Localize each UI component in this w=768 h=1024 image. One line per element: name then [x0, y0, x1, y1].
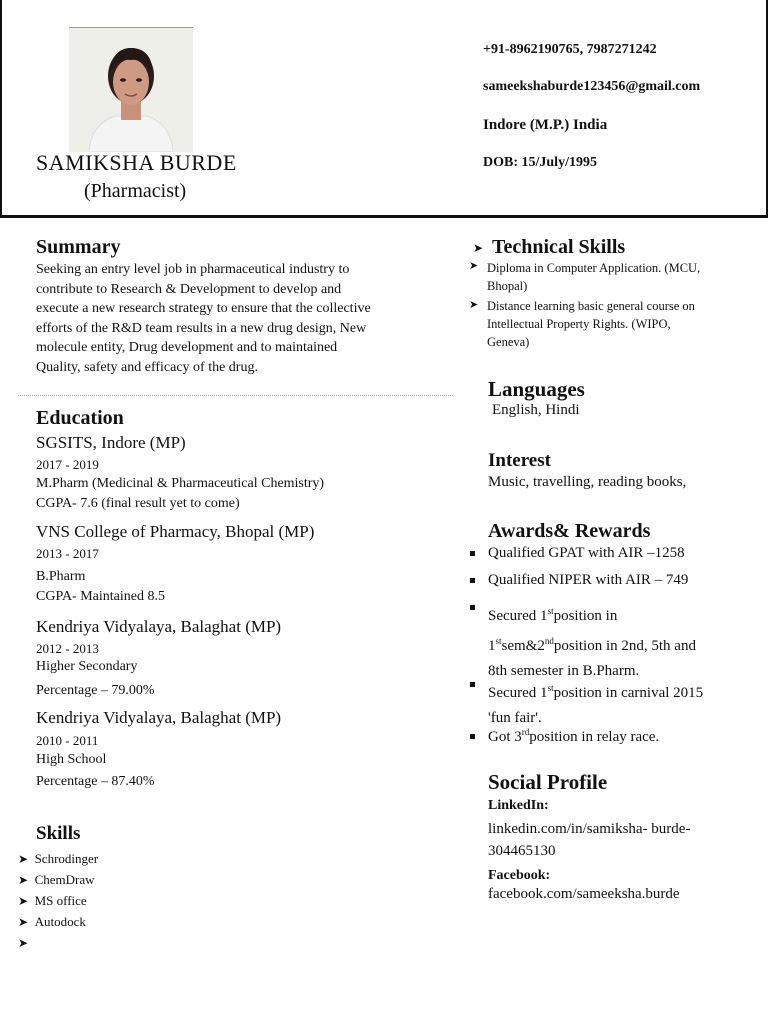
list-item [18, 914, 218, 935]
summary-line: Quality, safety and efficacy of the drug. [36, 359, 258, 375]
contact-dob: DOB: 15/July/1995 [483, 155, 597, 170]
summary-line: contribute to Research & Development to develop and [36, 281, 342, 297]
award-item: Qualified NIPER with AIR – 749 [488, 572, 689, 588]
technical-skill-line: Bhopal) [487, 279, 528, 293]
header-left-border [0, 0, 2, 218]
education-years: 2012 - 2013 [36, 641, 99, 656]
education-degree: B.Pharm [36, 569, 86, 584]
candidate-title: (Pharmacist) [84, 180, 187, 202]
facebook-label: Facebook: [488, 868, 551, 883]
award-text: position in [553, 608, 618, 624]
award-text: 1 [488, 638, 496, 654]
square-bullet-icon [470, 734, 475, 739]
languages-heading: Languages [488, 377, 585, 401]
awards-heading: Awards& Rewards [488, 520, 651, 542]
technical-skill-line: Intellectual Property Rights. (WIPO, [487, 317, 671, 331]
technical-skill-line: Diploma in Computer Application. (MCU, [487, 261, 701, 275]
summary-line: Seeking an entry level job in pharmaceutical industry to [36, 262, 350, 277]
arrow-bullet-icon: ➤ [469, 260, 479, 272]
square-bullet-icon [470, 551, 475, 556]
list-item [18, 935, 218, 956]
section-divider [18, 395, 453, 396]
award-superscript: st [547, 606, 554, 616]
skill-label: MS office [34, 893, 87, 908]
linkedin-link[interactable] [488, 818, 690, 862]
arrow-bullet-icon: ➤ [18, 936, 29, 950]
education-degree: Higher Secondary [36, 659, 138, 674]
list-item [18, 851, 218, 872]
facebook-link[interactable]: facebook.com/sameeksha.burde [488, 886, 680, 902]
award-line: 'fun fair'. [488, 710, 542, 726]
education-years: 2017 - 2019 [36, 457, 99, 472]
linkedin-line[interactable]: 304465130 [488, 843, 556, 859]
summary-line: efforts of the R&D team results in a new drug design, New [36, 320, 367, 336]
arrow-bullet-icon: ➤ [469, 299, 479, 311]
education-institution: VNS College of Pharmacy, Bhopal (MP) [36, 522, 315, 541]
award-item [488, 727, 659, 746]
award-text: sem&2 [501, 638, 545, 654]
technical-skill-item [487, 259, 744, 295]
summary-text [36, 260, 431, 378]
education-degree: High School [36, 752, 107, 767]
education-heading: Education [36, 407, 124, 429]
award-item: Qualified GPAT with AIR –1258 [488, 545, 685, 561]
candidate-name: SAMIKSHA BURDE [36, 150, 237, 175]
list-item [18, 872, 218, 893]
award-text: Secured 1 [488, 685, 548, 701]
award-line [488, 676, 753, 706]
education-score: CGPA- 7.6 (final result yet to come) [36, 496, 240, 511]
profile-photo [69, 27, 193, 152]
award-item [488, 599, 753, 684]
education-institution: Kendriya Vidyalaya, Balaghat (MP) [36, 708, 282, 727]
award-superscript: st [495, 636, 502, 646]
resume-header [0, 0, 768, 218]
summary-heading: Summary [36, 236, 121, 258]
arrow-bullet-icon: ➤ [18, 915, 29, 929]
award-line [488, 599, 753, 629]
arrow-bullet-icon: ➤ [18, 894, 29, 908]
arrow-bullet-icon: ➤ [473, 241, 484, 255]
award-line: 8th semester in B.Pharm. [488, 663, 640, 679]
languages-value: English, Hindi [492, 402, 580, 418]
arrow-bullet-icon: ➤ [18, 852, 29, 866]
arrow-bullet-icon: ➤ [18, 873, 29, 887]
interest-value: Music, travelling, reading books, [488, 474, 687, 490]
award-superscript: st [547, 683, 554, 693]
education-institution: SGSITS, Indore (MP) [36, 433, 186, 452]
skill-label: ChemDraw [34, 872, 95, 887]
square-bullet-icon [470, 682, 475, 687]
award-text: position in relay race. [529, 729, 660, 745]
award-text: position in 2nd, 5th and [553, 638, 696, 654]
summary-line: molecule entity, Drug development and to maintained [36, 340, 338, 356]
education-score: Percentage – 79.00% [36, 683, 155, 698]
contact-location: Indore (M.P.) India [483, 117, 608, 133]
education-years: 2013 - 2017 [36, 546, 99, 561]
skill-label: Schrodinger [34, 851, 99, 866]
skills-list [18, 851, 218, 956]
interest-heading: Interest [488, 450, 551, 471]
award-item [488, 676, 753, 731]
skills-heading: Skills [36, 823, 81, 844]
education-years: 2010 - 2011 [36, 733, 99, 748]
award-text: Got 3 [488, 729, 522, 745]
linkedin-label: LinkedIn: [488, 798, 549, 813]
square-bullet-icon [470, 605, 475, 610]
education-degree: M.Pharm (Medicinal & Pharmaceutical Chemistry) [36, 476, 325, 491]
award-text: position in carnival 2015 [553, 685, 704, 701]
technical-skill-line: Geneva) [487, 335, 530, 349]
linkedin-line[interactable]: linkedin.com/in/samiksha- burde- [488, 821, 691, 837]
technical-skills-heading: Technical Skills [492, 236, 626, 258]
summary-line: execute a new research strategy to ensure that the collective [36, 301, 371, 317]
education-score: Percentage – 87.40% [36, 774, 155, 789]
contact-email: sameekshaburde123456@gmail.com [483, 79, 701, 94]
education-score: CGPA- Maintained 8.5 [36, 589, 165, 604]
list-item [18, 893, 218, 914]
award-line [488, 629, 753, 659]
award-text: Secured 1 [488, 608, 548, 624]
technical-skill-item [487, 297, 744, 351]
social-heading: Social Profile [488, 770, 608, 794]
award-superscript: rd [521, 727, 530, 737]
square-bullet-icon [470, 578, 475, 583]
education-institution: Kendriya Vidyalaya, Balaghat (MP) [36, 617, 282, 636]
contact-phone: +91-8962190765, 7987271242 [483, 42, 657, 57]
skill-label: Autodock [34, 914, 86, 929]
award-superscript: nd [544, 636, 554, 646]
technical-skill-line: Distance learning basic general course on [487, 299, 695, 313]
